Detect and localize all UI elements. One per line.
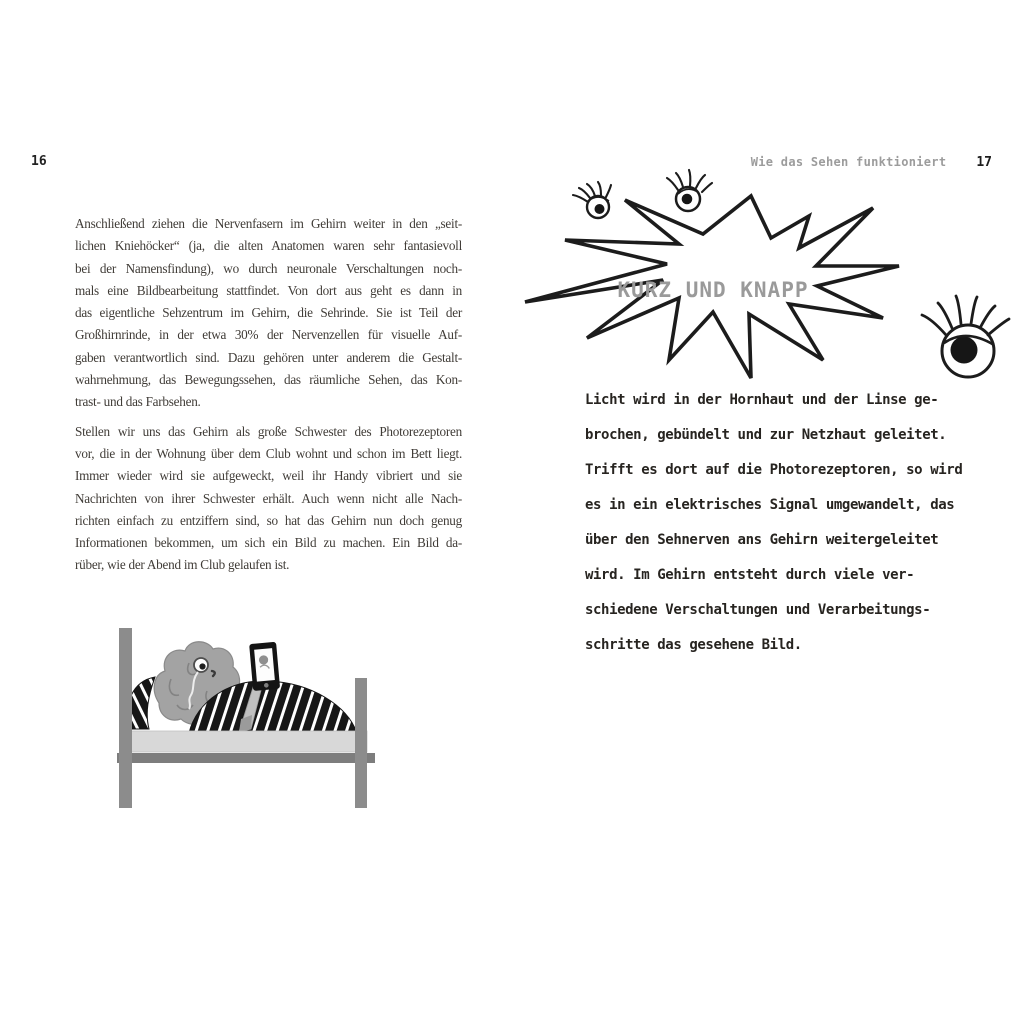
burst-heading: KURZ UND KNAPP xyxy=(617,278,809,302)
text-line: lichen Kniehöcker“ (ja, die alten Anatomen waren sehr fantasievoll xyxy=(75,238,462,254)
summary-line: schiedene Verschaltungen und Verarbeitungs- xyxy=(585,602,931,618)
text-line: Stellen wir uns das Gehirn als große Schwester des Photorezeptoren xyxy=(75,423,462,439)
text-line: trast- und das Farbsehen. xyxy=(75,394,201,410)
summary-line: es in ein elektrisches Signal umgewandelt, das xyxy=(585,497,955,513)
brain-in-bed-with-smartphone-illustration xyxy=(105,615,415,820)
text-line: Großhirnrinde, in der etwa 30% der Nervenzellen für visuelle Auf- xyxy=(75,327,462,343)
bedpost-left xyxy=(119,628,132,808)
summary-line: brochen, gebündelt und zur Netzhaut geleitet. xyxy=(585,427,947,443)
summary-line: wird. Im Gehirn entsteht durch viele ver- xyxy=(585,567,915,583)
summary-line: Licht wird in der Hornhaut und der Linse ge- xyxy=(585,392,939,408)
text-line: das eigentliche Sehzentrum im Gehirn, die Sehrinde. Sie ist Teil der xyxy=(75,305,462,321)
text-line: bei der Namensfindung), wo durch neuronale Verschaltungen noch- xyxy=(75,260,462,276)
text-line: Anschließend ziehen die Nervenfasern im Gehirn weiter in den „seit- xyxy=(75,216,462,231)
eye-icon-large-right xyxy=(914,290,1014,390)
text-line: wahrnehmung, das Bewegungssehen, das räumliche Sehen, das Kon- xyxy=(75,372,462,388)
summary-line: Trifft es dort auf die Photorezeptoren, so wird xyxy=(585,462,963,478)
text-line: mals eine Bildbearbeitung stattfindet. Von dort aus geht es dann in xyxy=(75,282,462,298)
eye-icon-small-left xyxy=(566,180,616,226)
summary-line: schritte das gesehene Bild. xyxy=(585,637,802,653)
left-page-number: 16 xyxy=(31,154,47,169)
text-line: rüber, wie der Abend im Club gelaufen ist. xyxy=(75,557,290,573)
summary-line: über den Sehnerven ans Gehirn weitergeleitet xyxy=(585,532,939,548)
text-line: Informationen bekommen, um sich ein Bild zu machen. Ein Bild da- xyxy=(75,535,462,551)
text-line: vor, die in der Wohnung über dem Club wohnt und schon im Bett liegt. xyxy=(75,445,462,461)
text-line: gaben verantwortlich sind. Dazu gehören unter anderem die Gestalt- xyxy=(75,349,462,365)
paragraph-1 xyxy=(75,213,462,414)
text-line: Immer wieder wird sie aufgeweckt, weil ihr Handy vibriert und sie xyxy=(75,468,462,484)
right-page-number: 17 xyxy=(976,155,992,170)
right-running-head xyxy=(751,156,992,169)
text-line: richten einfach zu entziffern sind, so hat das Gehirn nun doch genug xyxy=(75,512,462,528)
bed-rail xyxy=(117,753,375,763)
text-line: Nachrichten von ihrer Schwester erhält. Auch wenn nicht alle Nach- xyxy=(75,490,462,506)
mattress xyxy=(121,731,367,752)
summary-text-block xyxy=(585,383,963,663)
paragraph-2 xyxy=(75,421,462,577)
eye-icon-small-top xyxy=(664,168,716,220)
smartphone xyxy=(249,642,280,691)
bedpost-right xyxy=(355,678,367,808)
chapter-title: Wie das Sehen funktioniert xyxy=(750,155,947,169)
body-text-column xyxy=(75,213,462,577)
